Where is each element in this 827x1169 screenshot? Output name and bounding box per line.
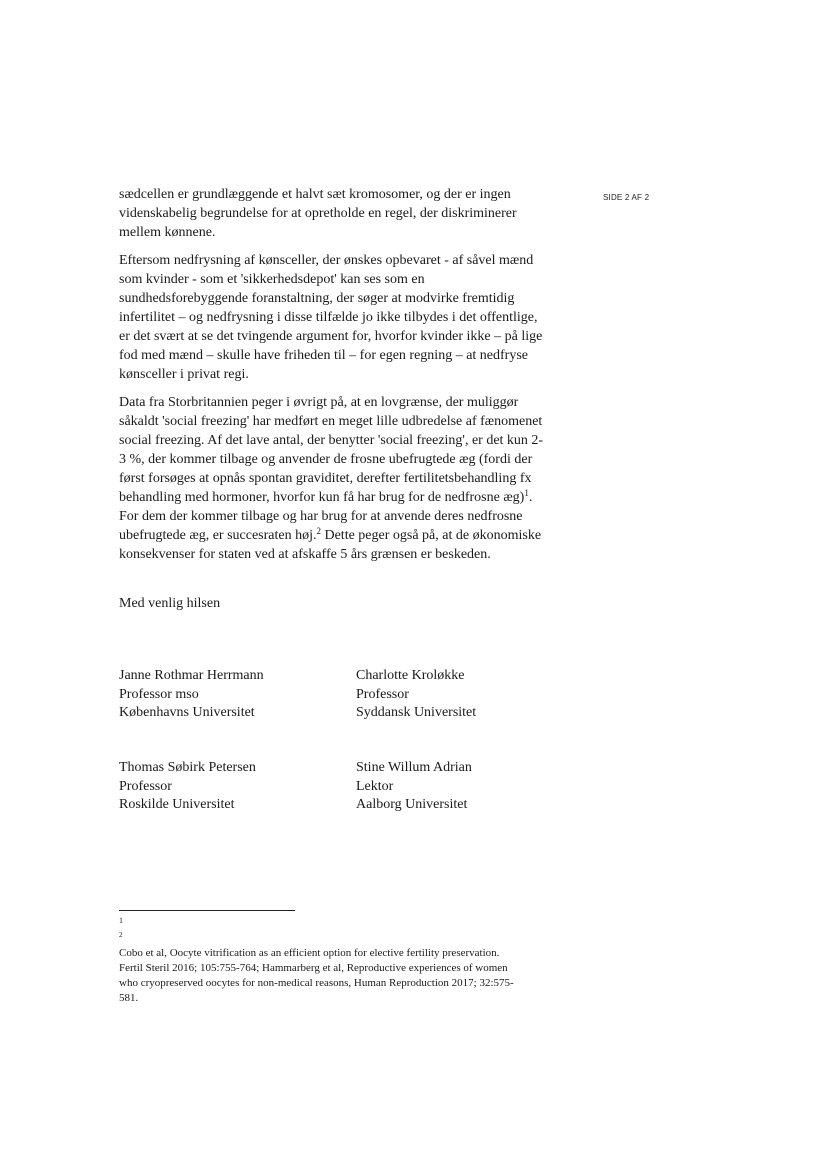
text-line: For dem der kommer tilbage og har brug for at anvende deres nedfrosne bbox=[119, 509, 523, 524]
signatory-name: Janne Rothmar Herrmann bbox=[119, 668, 264, 683]
text-line: sædcellen er grundlæggende et halvt sæt kromosomer, og der er ingen bbox=[119, 187, 511, 202]
signatory-name: Thomas Søbirk Petersen bbox=[119, 760, 256, 775]
text-line: mellem kønnene. bbox=[119, 225, 216, 240]
footnote-line bbox=[119, 931, 569, 961]
signatory-title: Professor bbox=[356, 686, 409, 702]
text-line: videnskabelig begrundelse for at opretholde en regel, der diskriminerer bbox=[119, 206, 517, 221]
text-line: som kvinder - som et 'sikkerhedsdepot' kan ses som en bbox=[119, 272, 425, 287]
signatory-block bbox=[119, 759, 256, 815]
text-segment: behandling med hormoner, hvorfor kun få har brug for de nedfrosne æg) bbox=[119, 490, 525, 505]
signatory-name: Charlotte Kroløkke bbox=[356, 668, 465, 683]
signatory-block bbox=[356, 759, 472, 815]
footnote-1-mark: 1 bbox=[119, 916, 123, 925]
signatory-name: Stine Willum Adrian bbox=[356, 760, 472, 775]
text-line: først forsøges at opnås spontan graviditet, derefter fertilitetsbehandling fx bbox=[119, 471, 532, 486]
letter-body bbox=[119, 185, 579, 573]
text-line: Eftersom nedfrysning af kønsceller, der ønskes opbevaret - af såvel mænd bbox=[119, 253, 534, 268]
text-line: kønsceller i privat regi. bbox=[119, 367, 249, 382]
signatory-institution: Aalborg Universitet bbox=[356, 797, 468, 812]
paragraph-3 bbox=[119, 393, 579, 564]
signatory-title: Lektor bbox=[356, 778, 394, 794]
footnote-ref-1: 1 bbox=[524, 488, 529, 498]
text-segment: . bbox=[528, 490, 533, 505]
closing-salutation: Med venlig hilsen bbox=[119, 596, 221, 611]
text-segment: Cobo et al, Oocyte vitrification as an efficient option for elective fertility preservation. bbox=[119, 947, 500, 959]
footnote-2-mark: 2 bbox=[119, 931, 123, 939]
footnote-line: 581. bbox=[119, 992, 139, 1004]
signatory-institution: Syddansk Universitet bbox=[356, 705, 477, 720]
signatory-title: Professor bbox=[119, 778, 172, 794]
paragraph-2 bbox=[119, 251, 579, 384]
footnote-separator bbox=[119, 910, 295, 911]
text-line: infertilitet – og nedfrysning i disse tilfælde jo ikke tilbydes i det offentlige, bbox=[119, 310, 538, 325]
text-segment: ubefrugtede æg, er succesraten høj. bbox=[119, 528, 317, 543]
footnote-2 bbox=[119, 931, 569, 1006]
text-line: er det svært at se det tvingende argument for, hvorfor kvinder ikke – på lige bbox=[119, 329, 543, 344]
text-line: social freezing. Af det lave antal, der benytter 'social freezing', er det kun 2- bbox=[119, 433, 544, 448]
text-line: sundhedsforebyggende foranstaltning, der søger at modvirke fremtidig bbox=[119, 291, 515, 306]
text-segment: Dette peger også på, at de økonomiske bbox=[320, 528, 542, 543]
text-line bbox=[119, 488, 579, 507]
footnote-line: Fertil Steril 2016; 105:755-764; Hammarberg et al, Reproductive experiences of women bbox=[119, 962, 508, 974]
text-line: såkaldt 'social freezing' har medført en meget lille udbredelse af fænomenet bbox=[119, 414, 543, 429]
signatory-block bbox=[356, 667, 476, 723]
footnote-ref-2: 2 bbox=[316, 526, 321, 536]
signatory-institution: Roskilde Universitet bbox=[119, 797, 235, 812]
paragraph-1 bbox=[119, 185, 579, 242]
signatory-title: Professor mso bbox=[119, 686, 199, 702]
text-line: Data fra Storbritannien peger i øvrigt på, at en lovgrænse, der muliggør bbox=[119, 395, 519, 410]
signatory-institution: Københavns Universitet bbox=[119, 705, 255, 720]
text-line: 3 %, der kommer tilbage og anvender de frosne ubefrugtede æg (fordi der bbox=[119, 452, 533, 467]
text-line: konsekvenser for staten ved at afskaffe 5 års grænsen er beskeden. bbox=[119, 547, 491, 562]
signatory-block bbox=[119, 667, 264, 723]
page-number: SIDE 2 AF 2 bbox=[603, 193, 650, 202]
text-line bbox=[119, 526, 579, 545]
footnote-line: who cryopreserved oocytes for non-medical reasons, Human Reproduction 2017; 32:575- bbox=[119, 977, 514, 989]
text-line: fod med mænd – skulle have friheden til – for egen regning – at nedfryse bbox=[119, 348, 528, 363]
